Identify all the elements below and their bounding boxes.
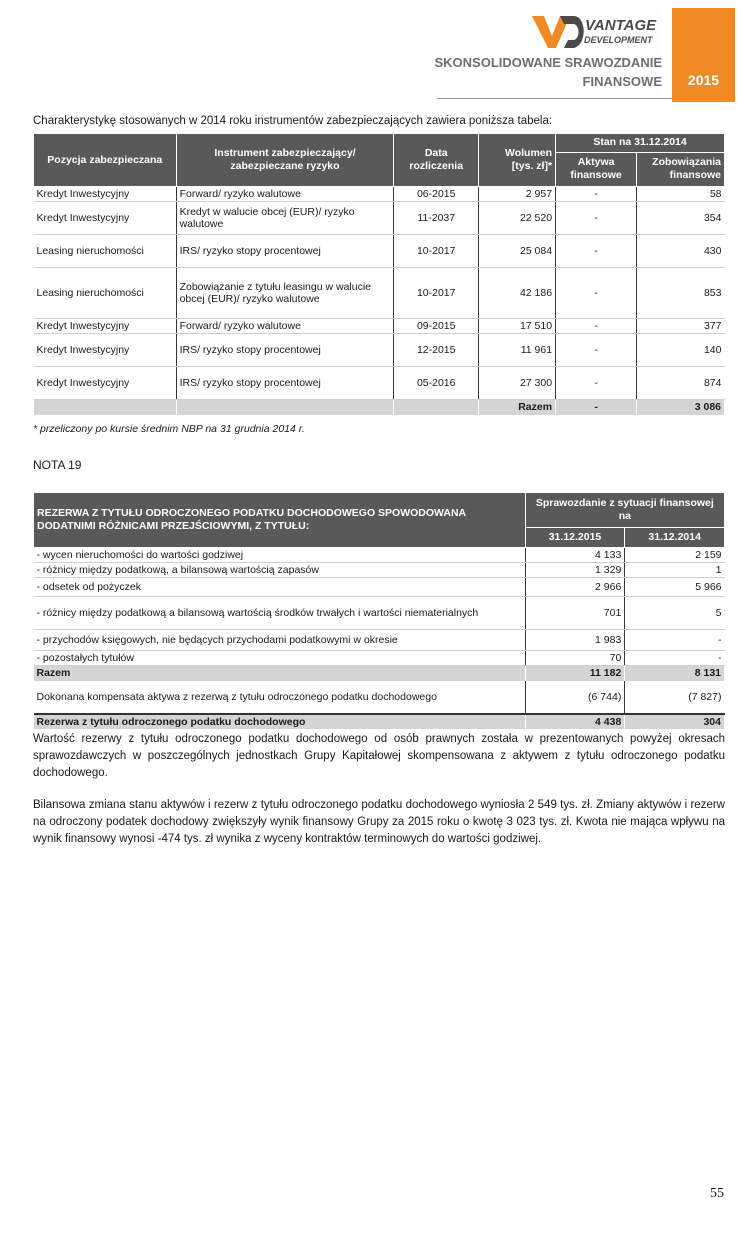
- final-value-2014: 304: [625, 714, 725, 729]
- total-blank-cell: [394, 400, 479, 415]
- report-title: [434, 53, 662, 91]
- col-header-2015: 31.12.2015: [525, 527, 625, 547]
- cell-value-2015: 2 966: [525, 578, 625, 597]
- cell-value-2014: -: [625, 630, 725, 651]
- cell-value-2014: 5: [625, 597, 725, 630]
- cell-liabilities: 874: [637, 367, 725, 400]
- cell-instrument: Zobowiązanie z tytułu leasingu w walucie obcej (EUR)/ ryzyko walutowe: [176, 268, 394, 319]
- cell-volume: 25 084: [479, 235, 556, 268]
- cell-position: Leasing nieruchomości: [34, 268, 177, 319]
- report-title-line2: FINANSOWE: [582, 74, 662, 89]
- cell-volume: 11 961: [479, 334, 556, 367]
- cell-value-2015: 1 983: [525, 630, 625, 651]
- cell-volume: 42 186: [479, 268, 556, 319]
- cell-date: 11-2037: [394, 202, 479, 235]
- cell-position: Kredyt Inwestycyjny: [34, 334, 177, 367]
- intro-text: Charakterystykę stosowanych w 2014 roku instrumentów zabezpieczających zawiera poniższa tabela:: [33, 115, 553, 127]
- cell-position: Kredyt Inwestycyjny: [34, 187, 177, 202]
- table-row: [34, 202, 725, 235]
- col-header-volume: Wolumen [tys. zł]*: [479, 134, 556, 187]
- cell-liabilities: 377: [637, 319, 725, 334]
- cell-volume: 17 510: [479, 319, 556, 334]
- cell-value-2014: 2 159: [625, 548, 725, 563]
- col-header-liabilities: Zobowiązania finansowe: [637, 152, 725, 186]
- table-row: [34, 651, 725, 666]
- cell-instrument: IRS/ ryzyko stopy procentowej: [176, 367, 394, 400]
- cell-value-2014: (7 827): [625, 681, 725, 714]
- cell-assets: -: [556, 268, 637, 319]
- cell-assets: -: [556, 367, 637, 400]
- cell-assets: -: [556, 235, 637, 268]
- cell-date: 05-2016: [394, 367, 479, 400]
- report-year: 2015: [687, 72, 720, 88]
- cell-volume: 27 300: [479, 367, 556, 400]
- cell-liabilities: 58: [637, 187, 725, 202]
- cell-value-2015: 701: [525, 597, 625, 630]
- cell-date: 10-2017: [394, 268, 479, 319]
- cell-assets: -: [556, 319, 637, 334]
- cell-label: - odsetek od pożyczek: [34, 578, 526, 597]
- cell-position: Kredyt Inwestycyjny: [34, 202, 177, 235]
- footnote: * przeliczony po kursie średnim NBP na 31 grudnia 2014 r.: [33, 423, 305, 435]
- logo-company-name: VANTAGE: [585, 17, 657, 34]
- cell-date: 10-2017: [394, 235, 479, 268]
- col-header-status-group: Stan na 31.12.2014: [556, 134, 725, 153]
- cell-value-2015: 70: [525, 651, 625, 666]
- cell-value-2015: 1 329: [525, 563, 625, 578]
- col-header-date: Data rozliczenia: [394, 134, 479, 187]
- cell-date: 12-2015: [394, 334, 479, 367]
- cell-assets: -: [556, 187, 637, 202]
- cell-value-2014: 5 966: [625, 578, 725, 597]
- cell-instrument: Forward/ ryzyko walutowe: [176, 187, 394, 202]
- table-total-row: [34, 400, 725, 415]
- cell-label: - wycen nieruchomości do wartości godziwej: [34, 548, 526, 563]
- cell-position: Leasing nieruchomości: [34, 235, 177, 268]
- cell-position: Kredyt Inwestycyjny: [34, 319, 177, 334]
- cell-liabilities: 354: [637, 202, 725, 235]
- col-header-group: Sprawozdanie z sytuacji finansowej na: [525, 493, 724, 528]
- final-value-2015: 4 438: [525, 714, 625, 729]
- total-value-2014: 8 131: [625, 666, 725, 681]
- total-liabilities: 3 086: [637, 400, 725, 415]
- col-header-description: REZERWA Z TYTUŁU ODROCZONEGO PODATKU DOCHODOWEGO SPOWODOWANA DODATNIMI RÓŻNICAMI PRZEJŚCIOWYMI, Z TYTUŁU:: [34, 493, 526, 548]
- cell-label: - różnicy między podatkową a bilansową wartością środków trwałych i wartości niematerialnych: [34, 597, 526, 630]
- cell-value-2015: 4 133: [525, 548, 625, 563]
- cell-volume: 22 520: [479, 202, 556, 235]
- cell-liabilities: 140: [637, 334, 725, 367]
- cell-label: - pozostałych tytułów: [34, 651, 526, 666]
- cell-date: 09-2015: [394, 319, 479, 334]
- paragraph-1: Wartość rezerwy z tytułu odroczonego podatku dochodowego od osób prawnych została w prezentowanych powyżej okresach sprawozdawczych w poszczególnych jednostkach Grupy Kapitałowej skompensowana z aktywem z tytułu odroczonego podatku dochodowego.: [33, 733, 725, 779]
- table-row: [34, 334, 725, 367]
- table-row: [34, 597, 725, 630]
- cell-value-2015: (6 744): [525, 681, 625, 714]
- paragraph-2: Bilansowa zmiana stanu aktywów i rezerw z tytułu odroczonego podatku dochodowego wyniosła 2 549 tys. zł. Zmiany aktywów i rezerw na odroczony podatek dochodowy zwiększyły wynik finansowy Grupy za 2015 roku o kwotę 3 023 tys. zł. Kwota nie mająca wpływu na wynik finansowy wynosi -474 tys. zł wynika z wyceny kontraktów terminowych do wartości godziwej.: [33, 799, 725, 845]
- cell-label: Dokonana kompensata aktywa z rezerwą z tytułu odroczonego podatku dochodowego: [34, 681, 526, 714]
- col-header-2014: 31.12.2014: [625, 527, 725, 547]
- total-label: Razem: [34, 666, 526, 681]
- total-label: Razem: [479, 400, 556, 415]
- table-row: [34, 235, 725, 268]
- col-header-assets: Aktywa finansowe: [556, 152, 637, 186]
- cell-instrument: IRS/ ryzyko stopy procentowej: [176, 334, 394, 367]
- total-assets: -: [556, 400, 637, 415]
- total-blank-cell: [34, 400, 177, 415]
- cell-position: Kredyt Inwestycyjny: [34, 367, 177, 400]
- table-total-row: [34, 666, 725, 681]
- cell-label: - różnicy między podatkową, a bilansową wartością zapasów: [34, 563, 526, 578]
- col-header-position: Pozycja zabezpieczana: [34, 134, 177, 187]
- final-label: Rezerwa z tytułu odroczonego podatku dochodowego: [34, 714, 526, 729]
- table-row: [34, 548, 725, 563]
- cell-assets: -: [556, 202, 637, 235]
- table-row-compensation: [34, 681, 725, 714]
- total-blank-cell: [176, 400, 394, 415]
- table-row: [34, 187, 725, 202]
- total-value-2015: 11 182: [525, 666, 625, 681]
- table-row: [34, 563, 725, 578]
- table-row: [34, 367, 725, 400]
- cell-value-2014: 1: [625, 563, 725, 578]
- deferred-tax-table: [33, 492, 725, 729]
- table-row: [34, 319, 725, 334]
- table-final-row: [34, 714, 725, 729]
- page-number: 55: [710, 1186, 724, 1201]
- table-row: [34, 630, 725, 651]
- cell-date: 06-2015: [394, 187, 479, 202]
- logo-company-subname: DEVELOPMENT: [584, 35, 653, 45]
- header-divider: [437, 98, 672, 99]
- cell-assets: -: [556, 334, 637, 367]
- table-row: [34, 578, 725, 597]
- table-row: [34, 268, 725, 319]
- cell-label: - przychodów księgowych, nie będących przychodami podatkowymi w okresie: [34, 630, 526, 651]
- cell-liabilities: 853: [637, 268, 725, 319]
- cell-volume: 2 957: [479, 187, 556, 202]
- cell-liabilities: 430: [637, 235, 725, 268]
- col-header-instrument: Instrument zabezpieczający/ zabezpieczane ryzyko: [176, 134, 394, 187]
- cell-instrument: Kredyt w walucie obcej (EUR)/ ryzyko walutowe: [176, 202, 394, 235]
- hedging-instruments-table: [33, 133, 725, 415]
- cell-instrument: Forward/ ryzyko walutowe: [176, 319, 394, 334]
- cell-value-2014: -: [625, 651, 725, 666]
- note-title: NOTA 19: [33, 458, 82, 472]
- report-title-line1: SKONSOLIDOWANE SRAWOZDANIE: [434, 55, 662, 70]
- cell-instrument: IRS/ ryzyko stopy procentowej: [176, 235, 394, 268]
